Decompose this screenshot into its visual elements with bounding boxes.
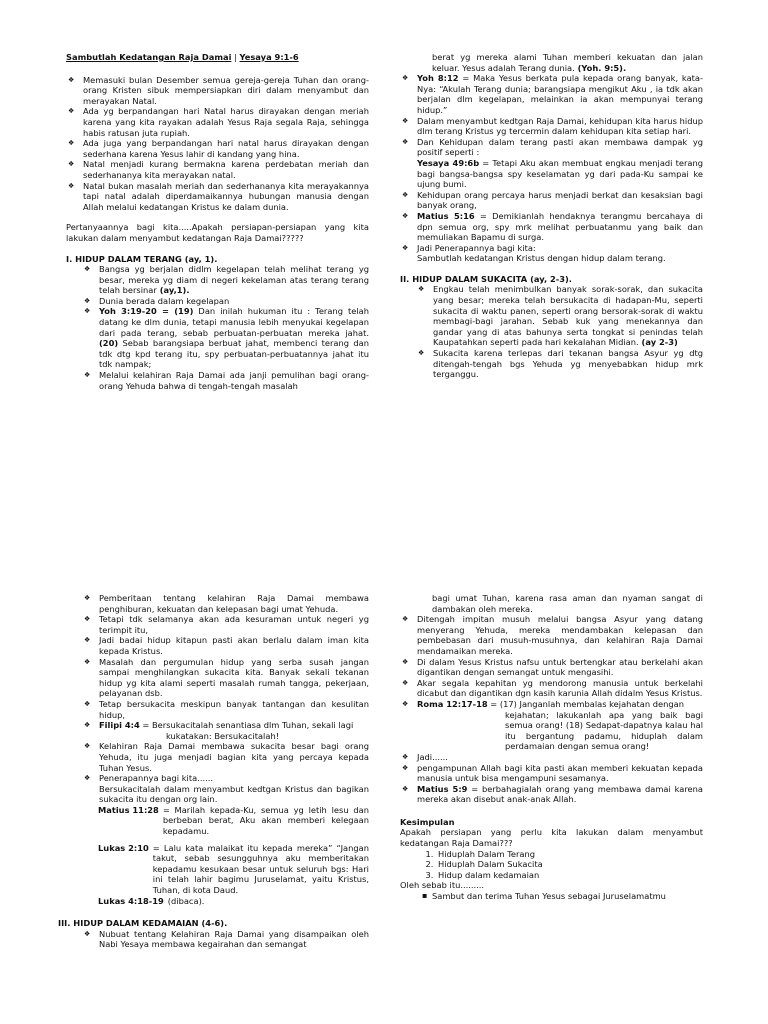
- section-2-heading: II. HIDUP DALAM SUKACITA (ay, 2-3).: [400, 273, 572, 284]
- list-item: ❖ Dan Kehidupan dalam terang pasti akan membawa dampak yg positif seperti : Yesaya 49:6b = Tetapi Aku akan membuat engkau menjadi terang bagi bangsa-bangsa spy keselamatan yg dari pada-Ku sampai ke ujung bumi.: [400, 137, 703, 190]
- list-item: ❖ Natal bukan masalah meriah dan sederhananya kita merayakannya tapi natal adalah diperdamaikannya hubungan manusia dengan Allah melalui kedatangan Kristus ke dalam dunia.: [66, 181, 369, 213]
- list-item: ❖ Jadi Penerapannya bagi kita: Sambutlah kedatangan Kristus dengan hidup dalam terang.: [400, 243, 703, 264]
- list-item: ❖ Yoh 8:12 = Maka Yesus berkata pula kepada orang banyak, kata-Nya: “Akulah Terang dunia; barangsiapa mengikut Aku , ia tdk akan berjalan dlm kegelapan, melainkan ia akan mempunyai terang hidup.”: [400, 73, 703, 115]
- list-item: ❖ pengampunan Allah bagi kita pasti akan memberi kekuatan kepada manusia untuk bisa mengampuni sesamanya.: [400, 763, 703, 784]
- sukacita-list-2: [82, 741, 369, 805]
- page2-right-column: [400, 593, 703, 902]
- continued-text: kejahatan; lakukanlah apa yang baik bagi semua orang! (18) Sedapat-dapatnya kalau hal itu bergantung padamu, hiduplah dalam perdamaian dengan semua orang!: [505, 709, 703, 752]
- list-item: ❖ Nubuat tentang Kelahiran Raja Damai yang disampaikan oleh Nabi Yesaya membawa kegairahan dan semangat: [82, 929, 369, 950]
- scripture-ref-row: Lukas 2:10 = Lalu kata malaikat itu kepada mereka” “Jangan takut, sebab sesungguhnya aku memberitakan kepadamu kesukaan besar untuk seluruh bgs: Hari ini telah lahir bagimu Juruselamat, yaitu Kristus, Tuhan, di kota Daud.: [98, 842, 369, 896]
- scripture-ref: Matius 5:16: [417, 210, 475, 221]
- list-item: ❖ Matius 5:9 = berbahagialah orang yang membawa damai karena mereka akan disebut anak-anak Allah.: [400, 784, 703, 805]
- section-2-list: [416, 284, 703, 379]
- scripture-ref: Yoh 8:12: [417, 73, 459, 84]
- scripture-references: [98, 805, 369, 906]
- scripture-ref: Matius 5:9: [417, 783, 468, 794]
- kedamaian-list: [400, 614, 703, 709]
- list-item: ❖ Bangsa yg berjalan didlm kegelapan telah melihat terang yg besar, mereka yg diam di negeri kekelaman atas terang terang telah bersinar (ay,1).: [82, 264, 369, 296]
- section-1-list: [82, 264, 369, 391]
- list-item: ❖ Ditengah impitan musuh melalui bangsa Asyur yang datang menyerang Yehuda, mereka mendambakan kelepasan dan pembebasan dari musuh-musuhnya, dan kelahiran Raja Damai mendamaikan mereka.: [400, 614, 703, 656]
- sermon-title: Sambutlah Kedatangan Raja Damai | Yesaya 9:1-6: [66, 52, 299, 62]
- list-item: ❖ Dalam menyambut kedtgan Raja Damai, kehidupan kita harus hidup dlm terang Kristus yg tercermin dalam kehidupan kita setiap hari.: [400, 116, 703, 137]
- list-item: ❖ Penerapannya bagi kita...... Bersukacitalah dalam menyambut kedtgan Kristus dan bagikan sukacita itu dengan org lain.: [82, 773, 369, 805]
- list-item: ❖ Kelahiran Raja Damai membawa sukacita besar bagi orang Yehuda, itu juga menjadi bagian kita yang percaya kepada Tuhan Yesus.: [82, 741, 369, 773]
- list-item: ❖ Jadi......: [400, 752, 703, 763]
- scripture-ref-row: Lukas 4:18-19 (dibaca).: [98, 895, 205, 906]
- list-item: ❖ Di dalam Yesus Kristus nafsu untuk bertengkar atau berkelahi akan digantikan dengan semangat untuk mengasihi.: [400, 657, 703, 678]
- title-scripture: Yesaya 9:1-6: [239, 52, 299, 62]
- list-item: ❖ Melalui kelahiran Raja Damai ada janji pemulihan bagi orang-orang Yehuda bahwa di tengah-tengah masalah: [82, 370, 369, 391]
- list-item: ❖ Engkau telah menimbulkan banyak sorak-sorak, dan sukacita yang besar; mereka telah bersukacita di hadapan-Mu, seperti sukacita di waktu panen, seperti orang bersorak-sorak di waktu membagi-bagi jarahan. Sebab kuk yang menekannya dan gandar yang di atas bahunya serta tongkat si penindas telah Kaupatahkan seperti pada hari kekalahan Midian. (ay 2-3): [416, 284, 703, 348]
- list-item: ❖ Roma 12:17-18 = (17) Janganlah membalas kejahatan dengan: [400, 699, 703, 710]
- list-item: ❖ Natal menjadi kurang bermakna karena perdebatan meriah dan sederhananya kita merayakan natal.: [66, 159, 369, 180]
- list-item: ❖ Dunia berada dalam kegelapan: [82, 296, 369, 307]
- scripture-ref: Yesaya 49:6b: [417, 157, 480, 168]
- page1-right-column: [400, 52, 703, 380]
- scripture-ref: Filipi 4:4: [99, 720, 140, 731]
- list-item: ❖ Pemberitaan tentang kelahiran Raja Damai membawa penghiburan, kekuatan dan kelepasan bagi umat Yehuda.: [82, 593, 369, 614]
- list-item: ❖ Tetapi tdk selamanya akan ada kesuraman untuk negeri yg terimpit itu,: [82, 614, 369, 635]
- list-item: ❖ Matius 5:16 = Demikianlah hendaknya terangmu bercahaya di dpn semua org, spy mrk melihat perbuatanmu yang baik dan memuliakan Bapamu di surga.: [400, 211, 703, 243]
- terang-list: [400, 73, 703, 264]
- list-item: ❖ Kehidupan orang percaya harus menjadi berkat dan kesaksian bagi banyak orang,: [400, 190, 703, 211]
- scripture-ref-row: Matius 11:28 = Marilah kepada-Ku, semua yg letih lesu dan berbeban berat, Aku akan memberi kelegaan kepadamu.: [98, 804, 369, 837]
- continued-text: kukatakan: Bersukacitalah!: [166, 730, 280, 741]
- conclusion-because: Oleh sebab itu.........: [400, 880, 485, 891]
- list-item: ❖ Ada juga yang berpandangan hari natal harus dirayakan dengan sederhana karena Yesus lahir di kandang yang hina.: [66, 138, 369, 159]
- title-text: Sambutlah Kedatangan Raja Damai: [66, 52, 232, 62]
- conclusion-action-list: [400, 891, 703, 902]
- section-1-heading: I. HIDUP DALAM TERANG (ay, 1).: [66, 253, 218, 264]
- list-item: ❖ Memasuki bulan Desember semua gereja-gereja Tuhan dan orang-orang Kristen sibuk mempersiapkan diri dalam menyambut dan merayakan Natal.: [66, 75, 369, 107]
- list-item: ▪ Sambut dan terima Tuhan Yesus sebagai Juruselamatmu: [400, 891, 703, 902]
- continued-text: berat yg mereka alami Tuhan memberi kekuatan dan jalan keluar. Yesus adalah Terang dunia. (Yoh. 9:5).: [432, 52, 703, 73]
- continued-text: bagi umat Tuhan, karena rasa aman dan nyaman sangat di dambakan oleh mereka.: [432, 593, 703, 614]
- section-3-heading: III. HIDUP DALAM KEDAMAIAN (4-6).: [58, 918, 228, 929]
- list-item: ❖ Masalah dan pergumulan hidup yang serba susah jangan sampai menghilangkan sukacita kita. Banyak sekali tekanan hidup yg kita alami seperti masalah rumah tangga, pekerjaan, pelayanan dsb.: [82, 657, 369, 699]
- intro-list: [66, 75, 369, 213]
- list-item: 1. Hiduplah Dalam Terang: [436, 849, 703, 860]
- section-3-list: [82, 929, 369, 950]
- page2-left-column: [58, 593, 369, 950]
- list-item: ❖ Akar segala kepahitan yg mendorong manusia untuk berkelahi dicabut dan digantikan dgn kasih karunia Allah didalm Yesus Kristus.: [400, 678, 703, 699]
- list-item: ❖ Tetap bersukacita meskipun banyak tantangan dan kesulitan hidup,: [82, 699, 369, 720]
- list-item: ❖ Yoh 3:19-20 = (19) Dan inilah hukuman itu : Terang telah datang ke dlm dunia, tetapi manusia lebih menyukai kegelapan dari pada terang, sebab perbuatan-perbuatan mereka jahat. (20) Sebab barangsiapa berbuat jahat, membenci terang dan tdk dtg kpd terang itu, spy perbuatan-perbuatannya jahat itu tdk nampak;: [82, 306, 369, 370]
- list-item: ❖ Jadi badai hidup kitapun pasti akan berlalu dalam iman kita kepada Kristus.: [82, 635, 369, 656]
- conclusion-list: [400, 849, 703, 881]
- list-item: 3. Hidup dalam kedamaian: [436, 870, 703, 881]
- kedamaian-list-2: [400, 752, 703, 805]
- list-item: ❖ Filipi 4:4 = Bersukacitalah senantiasa dlm Tuhan, sekali lagi: [82, 720, 369, 731]
- scripture-ref: Roma 12:17-18: [417, 698, 488, 709]
- sukacita-list: [82, 593, 369, 731]
- question-paragraph: Pertanyaannya bagi kita.....Apakah persiapan-persiapan yang kita lakukan dalam menyambut kedatangan Raja Damai?????: [66, 222, 369, 243]
- list-item: 2. Hiduplah Dalam Sukacita: [436, 859, 703, 870]
- list-item: ❖ Sukacita karena terlepas dari tekanan bangsa Asyur yg dtg ditengah-tengah bgs Yehuda yg menyebabkan hidup mrk terganggu.: [416, 348, 703, 380]
- conclusion-question: Apakah persiapan yang perlu kita lakukan dalam menyambut kedatangan Raja Damai???: [400, 827, 703, 849]
- page1-left-column: [66, 52, 369, 391]
- list-item: ❖ Ada yg berpandangan hari Natal harus dirayakan dengan meriah karena yang kita rayakan adalah Yesus Raja segala Raja, sehingga habis ratusan juta rupiah.: [66, 106, 369, 138]
- scripture-ref: Yoh 3:19-20 = (19): [99, 306, 194, 317]
- conclusion-heading: Kesimpulan: [400, 816, 455, 827]
